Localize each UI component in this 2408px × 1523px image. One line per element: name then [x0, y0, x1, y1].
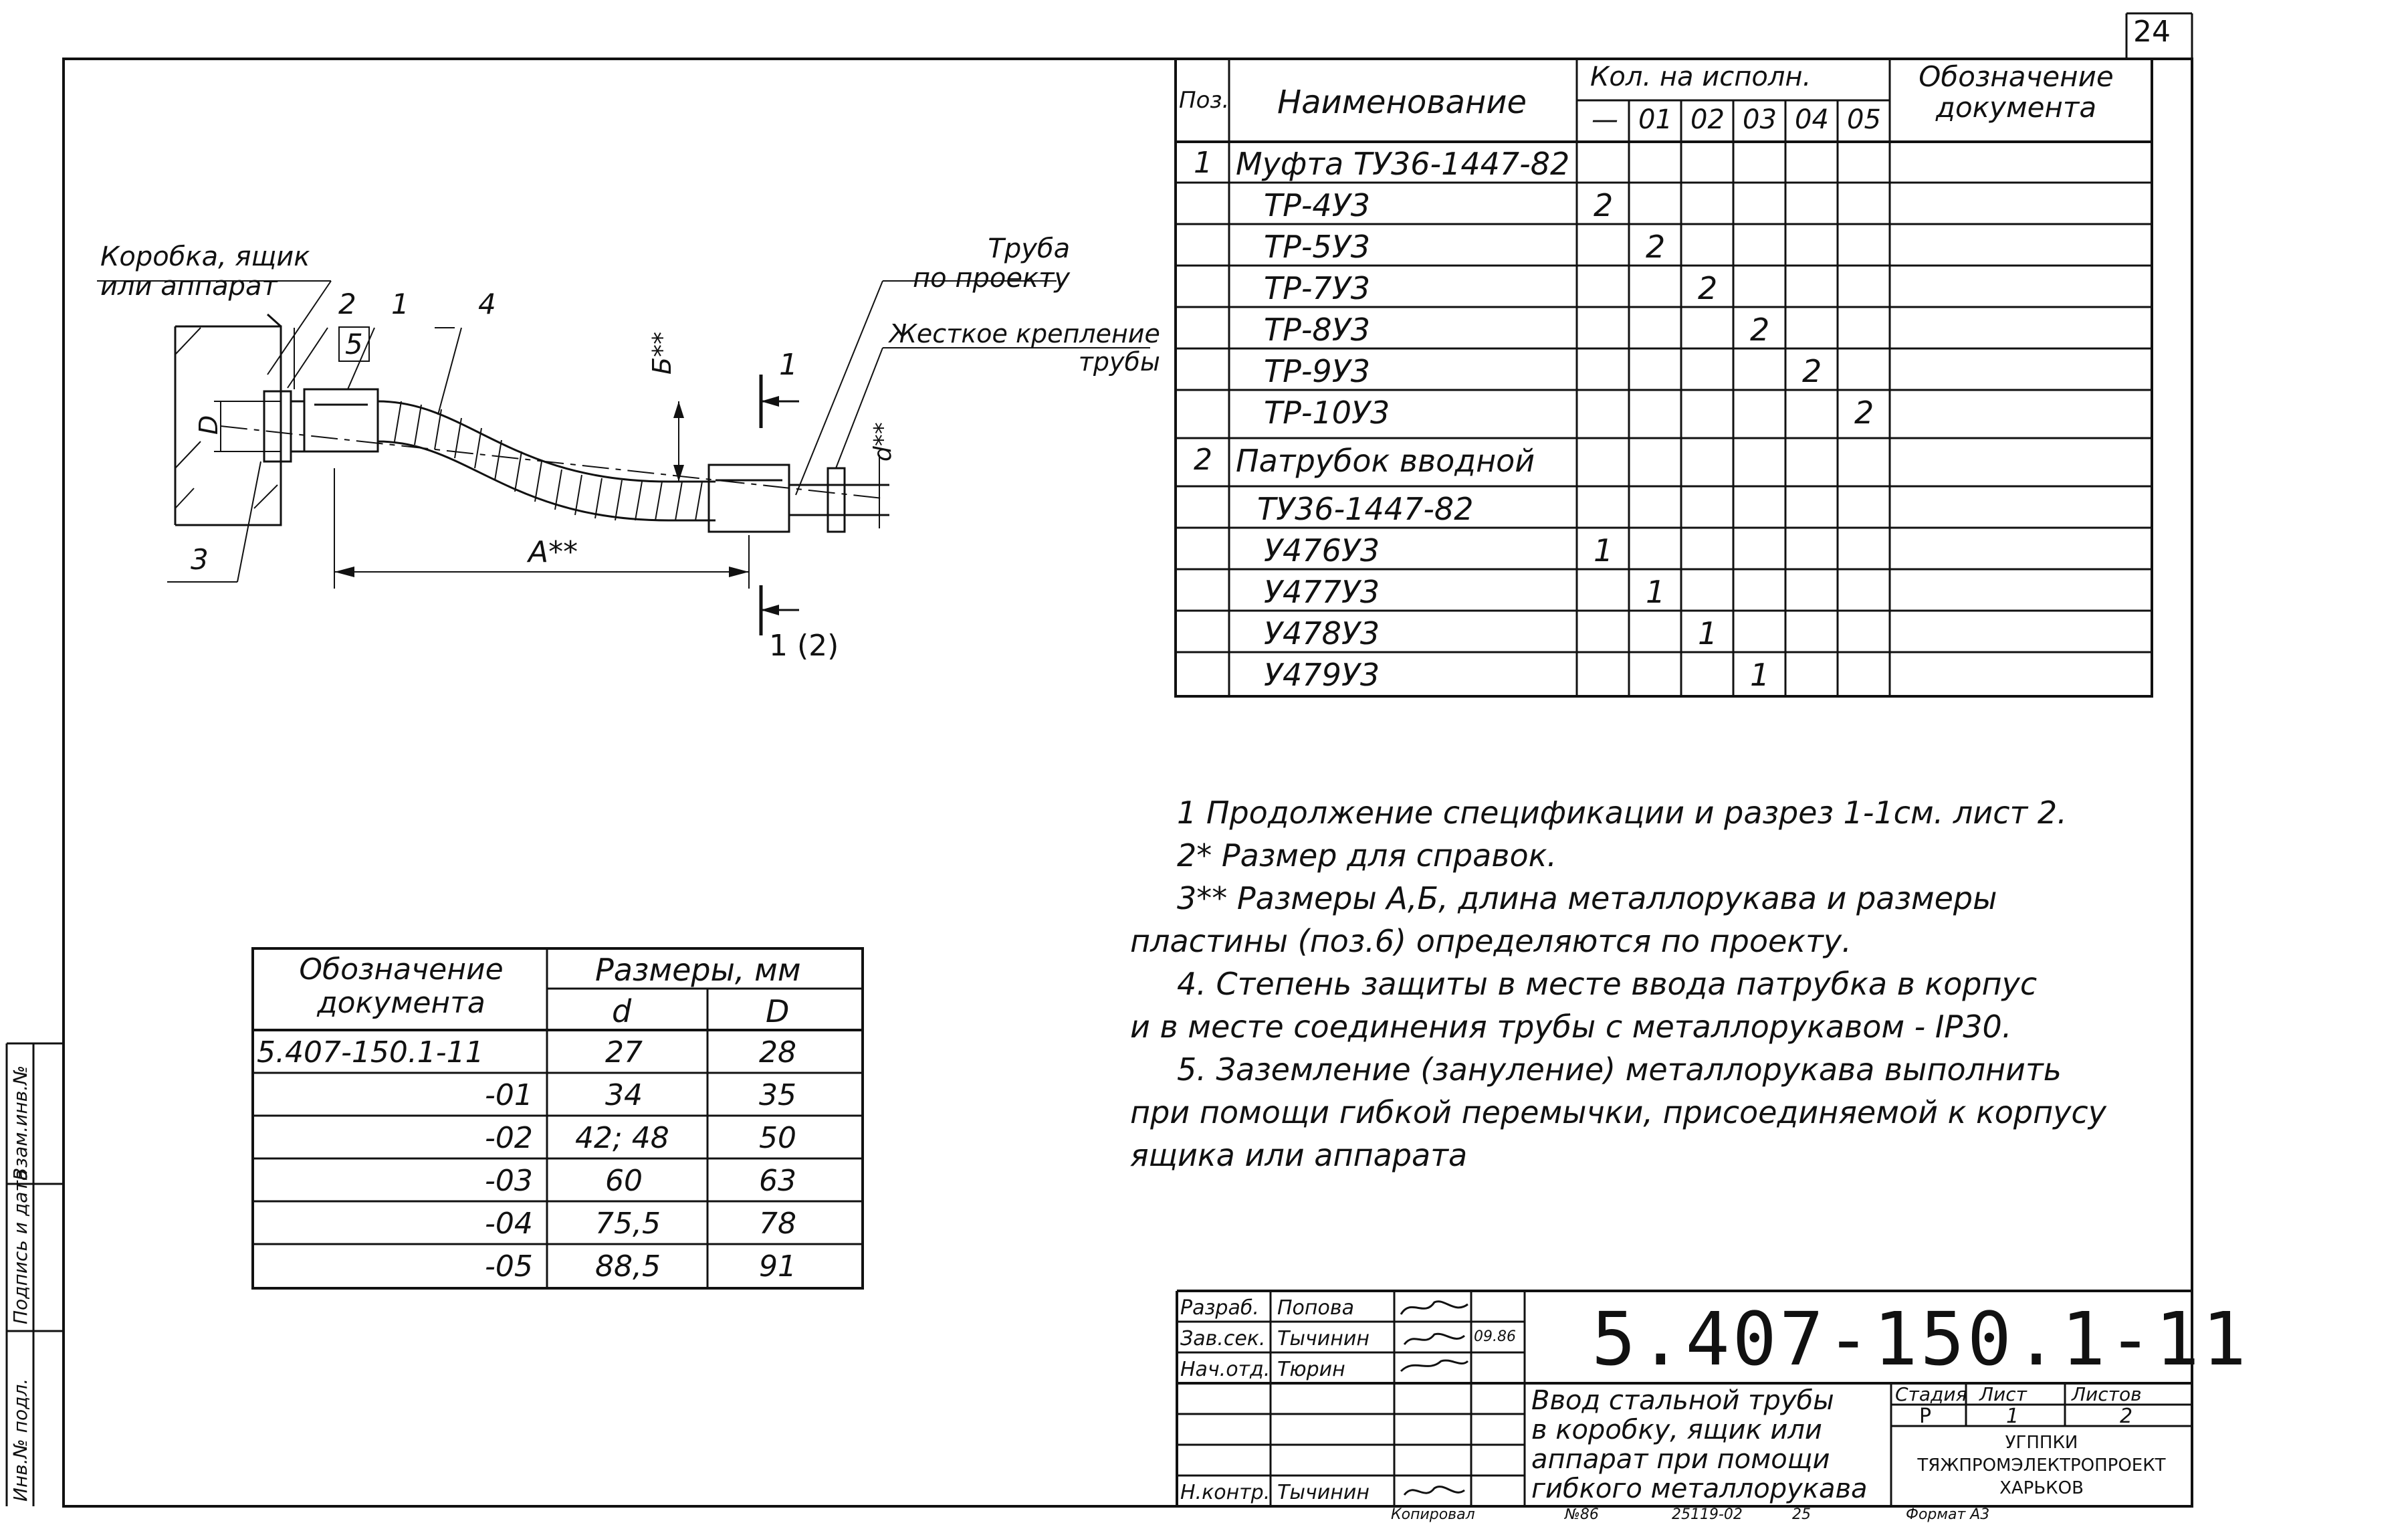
side-label-signature: Подпись и дата [9, 1169, 31, 1324]
spec-name: ТР-7У3 [1264, 270, 1371, 306]
spec-name: ТР-4У3 [1264, 187, 1371, 223]
spec-variant: 05 [1847, 104, 1881, 135]
role-label: Н.контр. [1180, 1481, 1271, 1504]
position-label-1: 1 [391, 288, 409, 320]
footer-number-2: 25 [1792, 1506, 1811, 1523]
spec-name: ТР-5У3 [1264, 229, 1371, 265]
spec-variant: 04 [1795, 104, 1829, 135]
spec-qty: 2 [1594, 187, 1614, 223]
dims-doc: -05 [485, 1249, 533, 1284]
spec-qty: 2 [1646, 229, 1666, 265]
spec-name: Муфта ТУ36-1447-82 [1236, 146, 1570, 182]
spec-name: У477У3 [1264, 574, 1380, 610]
position-label-2: 2 [338, 288, 356, 320]
dims-header-d: d [612, 993, 632, 1029]
dims-doc: -02 [485, 1121, 533, 1155]
side-label-replace: Взам.инв.№ [9, 1065, 31, 1181]
sheets-value: 2 [2120, 1405, 2133, 1428]
note-line: пластины (поз.6) определяются по проекту. [1130, 923, 1852, 959]
document-designation: 5.407-150.1-11 [1592, 1296, 2250, 1382]
sheet-number: 24 [2133, 15, 2171, 49]
spec-pos: 2 [1194, 443, 1212, 477]
spec-name: ТР-8У3 [1264, 312, 1371, 348]
side-label-inv: Инв.№ подл. [9, 1378, 31, 1502]
role-label: Разраб. [1180, 1296, 1259, 1320]
dims-D: 28 [759, 1035, 796, 1070]
role-name: Тычинин [1277, 1481, 1370, 1504]
dims-D: 63 [759, 1164, 796, 1198]
spec-qty: 2 [1750, 312, 1770, 348]
role-name: Тюрин [1277, 1358, 1345, 1381]
footer-format: Формат А3 [1906, 1506, 1990, 1523]
dims-d: 27 [605, 1035, 643, 1070]
dimension-D-label: D [194, 415, 223, 435]
note-line: 5. Заземление (зануление) металлорукава выполнить [1177, 1051, 2062, 1088]
section-mark-bottom: 1 (2) [769, 629, 839, 663]
position-label-5: 5 [338, 326, 370, 362]
dims-header-D: D [766, 993, 790, 1029]
role-label: Зав.сек. [1180, 1327, 1266, 1350]
dims-d: 75,5 [595, 1207, 661, 1241]
spec-name: У478У3 [1264, 615, 1380, 651]
dimension-d-label: d** [869, 422, 897, 462]
stage-value: Р [1919, 1405, 1932, 1428]
dims-doc: 5.407-150.1-11 [257, 1035, 484, 1070]
section-mark-top: 1 [779, 348, 798, 382]
dims-doc: -03 [485, 1164, 533, 1198]
dims-D: 50 [759, 1121, 796, 1155]
note-line: ящика или аппарата [1130, 1137, 1468, 1173]
dims-d: 42; 48 [575, 1121, 669, 1155]
sheet-label: Лист [1979, 1383, 2027, 1405]
dims-doc: -04 [485, 1207, 533, 1241]
role-name: Попова [1277, 1296, 1354, 1320]
note-line: при помощи гибкой перемычки, присоединяемой к корпусу [1130, 1094, 2106, 1130]
spec-name: Патрубок вводной [1236, 443, 1535, 479]
dims-D: 78 [759, 1207, 796, 1241]
spec-qty: 2 [1802, 353, 1822, 389]
spec-qty: 1 [1698, 615, 1718, 651]
role-label: Нач.отд. [1180, 1358, 1271, 1381]
dims-d: 34 [605, 1078, 643, 1112]
spec-qty: 2 [1698, 270, 1718, 306]
callout-box-label: Коробка, ящик или аппарат [100, 241, 310, 302]
sheets-label: Листов [2072, 1383, 2142, 1405]
signature-mark [1398, 1478, 1471, 1505]
role-date: 09.86 [1474, 1328, 1516, 1345]
spec-variant: 03 [1743, 104, 1777, 135]
spec-pos: 1 [1194, 146, 1212, 180]
footer-copied: Копировал [1391, 1506, 1475, 1523]
spec-qty: 2 [1854, 395, 1874, 431]
sheet-value: 1 [2006, 1405, 2019, 1428]
stage-label: Стадия [1895, 1383, 1967, 1405]
dims-d: 88,5 [595, 1249, 661, 1284]
note-line: 4. Степень защиты в месте ввода патрубка в корпус [1177, 966, 2038, 1002]
spec-header-name: Наименование [1277, 84, 1527, 121]
dims-D: 35 [759, 1078, 796, 1112]
position-label-4: 4 [478, 288, 496, 320]
spec-header-pos: Поз. [1179, 87, 1230, 114]
spec-name: У479У3 [1264, 657, 1380, 693]
position-label-3: 3 [191, 543, 209, 576]
spec-name: ТР-10У3 [1264, 395, 1390, 431]
note-line: 1 Продолжение спецификации и разрез 1-1см. лист 2. [1177, 795, 2067, 831]
dimension-B-label: Б** [647, 331, 677, 375]
footer-number: 25119-02 [1672, 1506, 1743, 1523]
spec-qty: 1 [1594, 532, 1614, 569]
role-name: Тычинин [1277, 1327, 1370, 1350]
footer-order: №86 [1565, 1506, 1599, 1523]
spec-qty: 1 [1646, 574, 1666, 610]
dims-d: 60 [605, 1164, 643, 1198]
spec-name: ТР-9У3 [1264, 353, 1371, 389]
dims-header-sizes: Размеры, мм [595, 952, 801, 988]
spec-variant: 01 [1638, 104, 1672, 135]
note-line: и в месте соединения трубы с металлорукавом - IP30. [1130, 1009, 2012, 1045]
organization-name: УГППКИ ТЯЖПРОМЭЛЕКТРОПРОЕКТ ХАРЬКОВ [1917, 1433, 2166, 1498]
spec-name: ТУ36-1447-82 [1257, 491, 1474, 527]
spec-variant: — [1592, 104, 1618, 135]
spec-header-doc: Обозначение документа [1919, 60, 2114, 124]
dimension-A-label: А** [528, 535, 578, 569]
document-title: Ввод стальной трубы в коробку, ящик или аппарат при помощи гибкого металлорукава [1531, 1385, 1868, 1504]
dims-doc: -01 [485, 1078, 533, 1112]
callout-fix-label: Жесткое крепление трубы [889, 319, 1160, 377]
dims-header-doc: Обозначение документа [299, 952, 504, 1020]
callout-pipe-label: Труба по проекту [913, 233, 1071, 294]
spec-header-qty: Кол. на исполн. [1590, 62, 1812, 92]
signature-marks [1398, 1294, 1471, 1378]
spec-qty: 1 [1750, 657, 1770, 693]
note-line: 3** Размеры А,Б, длина металлорукава и размеры [1177, 880, 1997, 916]
spec-variant: 02 [1690, 104, 1725, 135]
spec-name: У476У3 [1264, 532, 1380, 569]
note-line: 2* Размер для справок. [1177, 837, 1557, 874]
dims-D: 91 [759, 1249, 796, 1284]
